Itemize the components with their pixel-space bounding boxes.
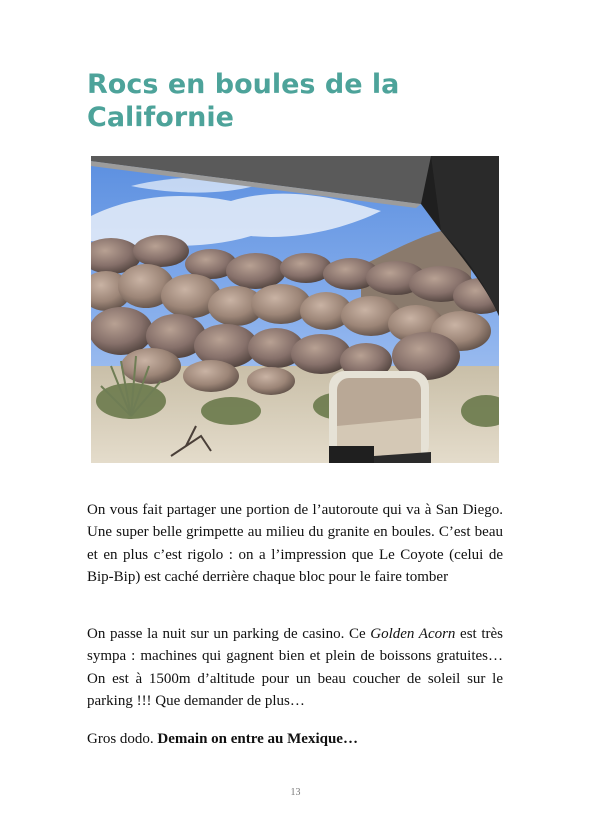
paragraph-mexique-start: Gros dodo. [87,731,158,747]
paragraph-casino-start: On passe la nuit sur un parking de casino. Ce [87,626,371,642]
paragraph-mexique [87,728,503,750]
paragraph-casino-end: est très sympa : machines qui gagnent bien et plein de boissons gratuites… On est à 1500m d’altitude pour un beau coucher de soleil sur le parking !!! Que demander de plus… [87,626,504,710]
page-title: Rocs en boules de la Californie [87,69,400,133]
page-number: 13 [290,787,301,798]
paragraph-mexique-emphasis: Demain on entre au Mexique… [157,731,358,747]
boulders-photo [91,156,499,463]
paragraph-casino [87,623,503,713]
paragraph-autoroute: On vous fait partager une portion de l’autoroute qui va à San Diego. Une super belle grimpette au milieu du granite en boules. C’est beau et en plus c’est rigolo : on a l’impression que Le Coyote (celui de Bip-Bip) est caché derrière chaque bloc pour le faire tomber [87,502,503,586]
casino-name: Golden Acorn [370,626,456,642]
